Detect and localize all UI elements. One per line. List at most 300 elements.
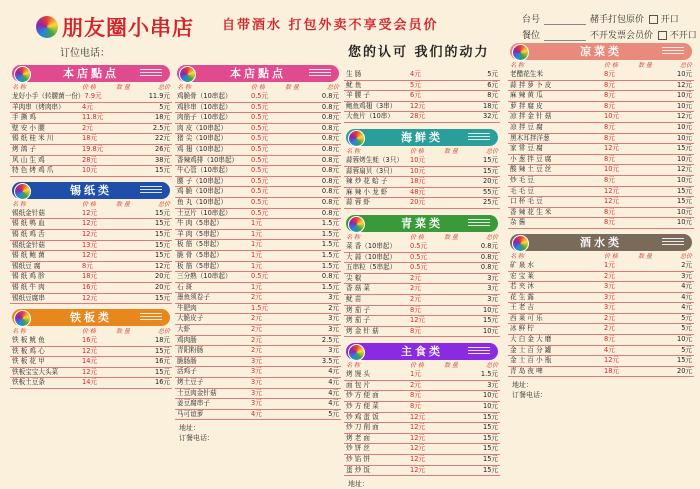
menu-item-row[interactable] xyxy=(10,294,172,305)
item-quantity-blank[interactable] xyxy=(444,466,474,476)
item-quantity-blank[interactable] xyxy=(116,219,146,229)
menu-item-row[interactable] xyxy=(175,336,341,347)
menu-item-row[interactable] xyxy=(10,166,172,177)
item-quantity-blank[interactable] xyxy=(285,156,315,166)
menu-item-row[interactable] xyxy=(344,274,500,285)
item-member-price: 8元 xyxy=(410,326,421,335)
item-member-price: 1元 xyxy=(251,250,262,259)
item-member-price: 0.5元 xyxy=(251,176,269,185)
item-name: 烤 茄 子 xyxy=(346,305,370,314)
menu-item-row[interactable] xyxy=(508,155,694,166)
item-quantity-blank[interactable] xyxy=(638,282,668,292)
heading-price: 价 格 xyxy=(82,84,96,91)
item-member-price: 2元 xyxy=(604,324,615,333)
menu-item-row[interactable] xyxy=(175,92,341,103)
menu-item-row[interactable] xyxy=(344,444,500,455)
menu-item-row[interactable] xyxy=(344,253,500,264)
item-member-price: 1元 xyxy=(251,282,262,291)
item-quantity-blank[interactable] xyxy=(444,295,474,305)
item-quantity-blank[interactable] xyxy=(285,209,315,219)
item-member-price: 0.5元 xyxy=(410,252,428,261)
menu-item-row[interactable] xyxy=(508,176,694,187)
menu-item-row[interactable] xyxy=(344,381,500,392)
item-regular-price: 16元 xyxy=(155,357,170,366)
menu-item-row[interactable] xyxy=(508,123,694,134)
item-regular-price: 3元 xyxy=(328,293,339,302)
item-quantity-blank[interactable] xyxy=(638,91,668,101)
menu-item-row[interactable] xyxy=(344,112,500,123)
item-quantity-blank[interactable] xyxy=(285,219,315,229)
menu-item-row[interactable] xyxy=(175,357,341,368)
menu-item-row[interactable] xyxy=(508,134,694,145)
item-quantity-blank[interactable] xyxy=(444,381,474,391)
item-quantity-blank[interactable] xyxy=(638,293,668,303)
menu-item-row[interactable] xyxy=(344,434,500,445)
menu-item-row[interactable] xyxy=(175,240,341,251)
item-quantity-blank[interactable] xyxy=(116,166,146,176)
item-name: 炒 刀 削 面 xyxy=(346,423,379,432)
item-quantity-blank[interactable] xyxy=(285,272,315,282)
menu-item-row[interactable] xyxy=(508,144,694,155)
item-quantity-blank[interactable] xyxy=(444,284,474,294)
item-regular-price: 15元 xyxy=(155,346,170,355)
item-quantity-blank[interactable] xyxy=(285,399,315,409)
slogan-no-discount: 自带酒水 打包外卖不享受会员价 xyxy=(222,18,439,33)
heading-name: 名 称 xyxy=(510,62,524,69)
menu-item-row[interactable] xyxy=(344,91,500,102)
item-quantity-blank[interactable] xyxy=(444,391,474,401)
item-regular-price: 15元 xyxy=(483,455,498,464)
item-regular-price: 1.5元 xyxy=(321,250,339,259)
item-quantity-blank[interactable] xyxy=(116,294,146,304)
menu-item-row[interactable] xyxy=(344,70,500,81)
stripes-decoration-icon xyxy=(140,186,162,195)
heading-amount: 总价 xyxy=(157,328,170,336)
item-quantity-blank[interactable] xyxy=(444,274,474,284)
item-quantity-blank[interactable] xyxy=(285,367,315,377)
item-regular-price: 12元 xyxy=(677,165,692,174)
item-member-price: 8元 xyxy=(604,91,615,100)
menu-item-row[interactable] xyxy=(175,314,341,325)
menu-item-row[interactable] xyxy=(175,389,341,400)
menu-item-row[interactable] xyxy=(175,230,341,241)
heading-amount: 总价 xyxy=(157,200,170,208)
item-quantity-blank[interactable] xyxy=(444,327,474,337)
item-quantity-blank[interactable] xyxy=(638,81,668,91)
item-regular-price: 4元 xyxy=(681,282,692,291)
item-quantity-blank[interactable] xyxy=(116,378,146,388)
item-name: 大脆皮子 xyxy=(177,314,204,323)
item-quantity-blank[interactable] xyxy=(444,198,474,208)
item-member-price: 12元 xyxy=(82,367,97,376)
heading-price: 价 格 xyxy=(604,62,618,69)
item-quantity-blank[interactable] xyxy=(116,124,146,134)
item-quantity-blank[interactable] xyxy=(285,134,315,144)
item-quantity-blank[interactable] xyxy=(444,188,474,198)
item-regular-price: 3元 xyxy=(328,314,339,323)
slogan-motivation: 您的认可 我们的动力 xyxy=(348,45,490,60)
item-name: 牛心管（10串起） xyxy=(177,166,232,175)
section-header xyxy=(510,234,692,251)
menu-item-row[interactable] xyxy=(175,134,341,145)
menu-item-row[interactable] xyxy=(175,325,341,336)
item-member-price: 5元 xyxy=(410,80,421,89)
item-regular-price: 2.5元 xyxy=(321,335,339,344)
item-quantity-blank[interactable] xyxy=(638,367,668,377)
item-name: 鸡 脆（10串起） xyxy=(177,187,228,196)
menu-item-row[interactable] xyxy=(344,167,500,178)
item-quantity-blank[interactable] xyxy=(638,70,668,80)
item-member-price: 2元 xyxy=(410,294,421,303)
item-name: 特 色 烤 鸡 爪 xyxy=(12,166,54,175)
menu-item-row[interactable] xyxy=(175,410,341,421)
item-quantity-blank[interactable] xyxy=(285,177,315,187)
menu-item-row[interactable] xyxy=(175,251,341,262)
item-quantity-blank[interactable] xyxy=(638,112,668,122)
menu-item-row[interactable] xyxy=(508,367,694,378)
menu-item-row[interactable] xyxy=(508,70,694,81)
item-quantity-blank[interactable] xyxy=(116,230,146,240)
item-quantity-blank[interactable] xyxy=(285,314,315,324)
item-quantity-blank[interactable] xyxy=(444,102,474,112)
item-name: 土豆片（10串起） xyxy=(177,208,232,217)
menu-item-row[interactable] xyxy=(344,455,500,466)
item-quantity-blank[interactable] xyxy=(444,402,474,412)
item-quantity-blank[interactable] xyxy=(444,413,474,423)
menu-item-row[interactable] xyxy=(344,156,500,167)
item-regular-price: 0.8元 xyxy=(321,144,339,153)
item-quantity-blank[interactable] xyxy=(118,92,147,102)
item-quantity-blank[interactable] xyxy=(444,455,474,465)
menu-item-row[interactable] xyxy=(10,219,172,230)
menu-item-row[interactable] xyxy=(175,103,341,114)
menu-item-row[interactable] xyxy=(344,327,500,338)
stripes-decoration-icon xyxy=(140,69,162,78)
menu-item-row[interactable] xyxy=(10,241,172,252)
menu-item-row[interactable] xyxy=(175,113,341,124)
item-quantity-blank[interactable] xyxy=(285,124,315,134)
item-quantity-blank[interactable] xyxy=(444,316,474,326)
item-name: 羊 肉（5串起） xyxy=(177,229,223,238)
item-name: 酸 辣 土 豆 丝 xyxy=(510,165,552,174)
menu-item-row[interactable] xyxy=(508,293,694,304)
item-quantity-blank[interactable] xyxy=(638,134,668,144)
item-quantity-blank[interactable] xyxy=(638,165,668,175)
menu-item-row[interactable] xyxy=(10,347,172,358)
item-quantity-blank[interactable] xyxy=(285,240,315,250)
item-quantity-blank[interactable] xyxy=(116,336,146,346)
item-regular-price: 4元 xyxy=(681,303,692,312)
menu-item-row[interactable] xyxy=(175,187,341,198)
menu-item-row[interactable] xyxy=(344,370,500,381)
heading-qty: 数 量 xyxy=(116,328,130,336)
menu-item-row[interactable] xyxy=(10,251,172,262)
item-name: 生 肠 xyxy=(346,70,362,78)
item-regular-price: 10元 xyxy=(677,335,692,344)
menu-item-row[interactable] xyxy=(508,91,694,102)
menu-item-row[interactable] xyxy=(344,423,500,434)
item-member-price: 12元 xyxy=(82,293,97,302)
menu-item-row[interactable] xyxy=(10,113,172,124)
item-quantity-blank[interactable] xyxy=(638,208,668,218)
heading-name: 名 称 xyxy=(12,84,26,91)
item-member-price: 0.5元 xyxy=(251,123,269,132)
menu-item-row[interactable] xyxy=(175,346,341,357)
item-quantity-blank[interactable] xyxy=(116,272,146,282)
menu-item-row[interactable] xyxy=(344,466,500,477)
menu-item-row[interactable] xyxy=(10,124,172,135)
menu-item-row[interactable] xyxy=(344,316,500,327)
menu-item-row[interactable] xyxy=(508,346,694,357)
item-regular-price: 0.8元 xyxy=(321,155,339,164)
menu-item-row[interactable] xyxy=(508,81,694,92)
item-quantity-blank[interactable] xyxy=(638,197,668,207)
item-regular-price: 10元 xyxy=(677,207,692,216)
menu-item-row[interactable] xyxy=(508,303,694,314)
menu-item-row[interactable] xyxy=(344,102,500,113)
menu-item-row[interactable] xyxy=(508,208,694,219)
item-quantity-blank[interactable] xyxy=(638,356,668,366)
item-quantity-blank[interactable] xyxy=(638,102,668,112)
item-quantity-blank[interactable] xyxy=(444,81,474,91)
item-quantity-blank[interactable] xyxy=(285,230,315,240)
item-quantity-blank[interactable] xyxy=(638,144,668,154)
item-quantity-blank[interactable] xyxy=(285,283,315,293)
item-member-price: 2元 xyxy=(410,284,421,293)
item-quantity-blank[interactable] xyxy=(638,303,668,313)
item-quantity-blank[interactable] xyxy=(285,357,315,367)
menu-item-row[interactable] xyxy=(344,295,500,306)
menu-item-row[interactable] xyxy=(508,335,694,346)
item-quantity-blank[interactable] xyxy=(444,263,474,273)
menu-item-row[interactable] xyxy=(508,197,694,208)
item-quantity-blank[interactable] xyxy=(444,177,474,187)
item-quantity-blank[interactable] xyxy=(444,306,474,316)
item-name: 凉 拌 金 针 菇 xyxy=(510,112,552,121)
menu-item-row[interactable] xyxy=(508,282,694,293)
item-quantity-blank[interactable] xyxy=(444,167,474,177)
item-quantity-blank[interactable] xyxy=(285,145,315,155)
item-quantity-blank[interactable] xyxy=(285,293,315,303)
menu-item-row[interactable] xyxy=(344,306,500,317)
item-name: 石 斑 xyxy=(177,282,193,291)
item-quantity-blank[interactable] xyxy=(116,368,146,378)
section-title: 青菜类 xyxy=(401,216,443,230)
menu-item-row[interactable] xyxy=(10,145,172,156)
item-quantity-blank[interactable] xyxy=(116,209,146,219)
menu-item-row[interactable] xyxy=(10,262,172,273)
item-quantity-blank[interactable] xyxy=(116,283,146,293)
item-quantity-blank[interactable] xyxy=(638,176,668,186)
item-quantity-blank[interactable] xyxy=(638,123,668,133)
menu-item-row[interactable] xyxy=(344,81,500,92)
stripes-decoration-icon xyxy=(140,313,162,322)
item-quantity-blank[interactable] xyxy=(444,370,474,380)
item-regular-price: 10元 xyxy=(677,154,692,163)
item-name: 若 夹 沐 xyxy=(510,282,534,291)
item-quantity-blank[interactable] xyxy=(285,325,315,335)
menu-item-row[interactable] xyxy=(175,166,341,177)
item-name: 杂 酱 xyxy=(510,218,526,227)
menu-item-row[interactable] xyxy=(508,261,694,272)
menu-item-row[interactable] xyxy=(344,413,500,424)
item-quantity-blank[interactable] xyxy=(444,91,474,101)
item-quantity-blank[interactable] xyxy=(444,444,474,454)
item-name: 蒜蓉烤生蚝（3只） xyxy=(346,155,403,164)
item-quantity-blank[interactable] xyxy=(285,346,315,356)
menu-item-row[interactable] xyxy=(175,293,341,304)
menu-item-row[interactable] xyxy=(10,156,172,167)
item-regular-price: 6元 xyxy=(487,80,498,89)
menu-item-row[interactable] xyxy=(508,165,694,176)
item-quantity-blank[interactable] xyxy=(285,262,315,272)
item-member-price: 4元 xyxy=(82,102,93,111)
item-name: 麻 辣 黄 瓜 xyxy=(510,91,543,100)
checkbox-icon[interactable] xyxy=(649,15,658,24)
menu-item-row[interactable] xyxy=(508,218,694,229)
menu-item-row[interactable] xyxy=(344,198,500,209)
menu-item-row[interactable] xyxy=(175,124,341,135)
item-quantity-blank[interactable] xyxy=(285,378,315,388)
menu-item-row[interactable] xyxy=(175,399,341,410)
item-quantity-blank[interactable] xyxy=(285,166,315,176)
item-quantity-blank[interactable] xyxy=(116,262,146,272)
column-headings xyxy=(175,84,341,92)
menu-item-row[interactable] xyxy=(508,314,694,325)
column-headings xyxy=(344,234,500,242)
menu-item-row[interactable] xyxy=(508,187,694,198)
item-member-price: 3元 xyxy=(604,282,615,291)
heading-qty: 数 量 xyxy=(116,84,130,91)
menu-item-row[interactable] xyxy=(344,188,500,199)
menu-item-row[interactable] xyxy=(175,262,341,273)
item-quantity-blank[interactable] xyxy=(116,156,146,166)
item-quantity-blank[interactable] xyxy=(285,113,315,123)
item-member-price: 18元 xyxy=(604,366,619,375)
menu-item-row[interactable] xyxy=(10,230,172,241)
item-quantity-blank[interactable] xyxy=(638,314,668,324)
menu-item-row[interactable] xyxy=(175,198,341,209)
menu-item-row[interactable] xyxy=(508,272,694,283)
item-quantity-blank[interactable] xyxy=(116,113,146,123)
item-quantity-blank[interactable] xyxy=(638,335,668,345)
menu-item-row[interactable] xyxy=(508,356,694,367)
item-quantity-blank[interactable] xyxy=(116,103,146,113)
table-number-field: 台号 赭手打包原价 开口 xyxy=(522,15,679,25)
item-name: 板 筋（5串起） xyxy=(177,240,223,249)
item-quantity-blank[interactable] xyxy=(444,112,474,122)
item-quantity-blank[interactable] xyxy=(116,134,146,144)
menu-item-row[interactable] xyxy=(508,112,694,123)
item-quantity-blank[interactable] xyxy=(116,241,146,251)
item-name: 西 莱 可 乐 xyxy=(510,313,543,322)
item-quantity-blank[interactable] xyxy=(638,187,668,197)
item-name: 凉 拌 豆 腐 xyxy=(510,122,543,131)
menu-item-row[interactable] xyxy=(508,324,694,335)
item-quantity-blank[interactable] xyxy=(285,304,315,314)
menu-item-row[interactable] xyxy=(175,209,341,220)
menu-item-row[interactable] xyxy=(175,177,341,188)
item-quantity-blank[interactable] xyxy=(116,357,146,367)
menu-item-row[interactable] xyxy=(344,177,500,188)
item-quantity-blank[interactable] xyxy=(116,251,146,261)
menu-item-row[interactable] xyxy=(344,263,500,274)
item-quantity-blank[interactable] xyxy=(285,410,315,420)
item-quantity-blank[interactable] xyxy=(285,251,315,261)
item-name: 龙好小手（转腰菌一份） xyxy=(12,92,85,100)
item-quantity-blank[interactable] xyxy=(285,336,315,346)
menu-item-row[interactable] xyxy=(344,391,500,402)
item-quantity-blank[interactable] xyxy=(116,347,146,357)
item-member-price: 2元 xyxy=(251,293,262,302)
menu-item-row[interactable] xyxy=(10,209,172,220)
menu-item-row[interactable] xyxy=(175,219,341,230)
item-quantity-blank[interactable] xyxy=(638,324,668,334)
section-header xyxy=(177,65,339,82)
menu-item-row[interactable] xyxy=(10,336,172,347)
menu-item-row[interactable] xyxy=(175,145,341,156)
item-member-price: 20元 xyxy=(410,198,425,207)
item-quantity-blank[interactable] xyxy=(444,423,474,433)
item-quantity-blank[interactable] xyxy=(638,272,668,282)
item-name: 鸡脆骨（10串起） xyxy=(177,92,232,100)
menu-item-row[interactable] xyxy=(10,368,172,379)
menu-item-row[interactable] xyxy=(344,242,500,253)
item-quantity-blank[interactable] xyxy=(285,198,315,208)
menu-item-row[interactable] xyxy=(10,378,172,389)
item-quantity-blank[interactable] xyxy=(444,242,474,252)
menu-item-row[interactable] xyxy=(10,283,172,294)
menu-item-row[interactable] xyxy=(508,102,694,113)
item-quantity-blank[interactable] xyxy=(444,253,474,263)
menu-item-row[interactable] xyxy=(344,402,500,413)
menu-item-row[interactable] xyxy=(10,134,172,145)
menu-item-row[interactable] xyxy=(10,92,172,103)
menu-item-row[interactable] xyxy=(175,156,341,167)
item-name: 烤 老 面 xyxy=(346,433,370,442)
item-quantity-blank[interactable] xyxy=(444,156,474,166)
menu-item-row[interactable] xyxy=(10,357,172,368)
item-quantity-blank[interactable] xyxy=(285,92,315,102)
item-name: 肉 皮（10串起） xyxy=(177,123,228,132)
item-name: 锡 纸 鲍 菌 xyxy=(12,251,45,260)
menu-column-4 xyxy=(508,38,694,400)
item-quantity-blank[interactable] xyxy=(285,187,315,197)
item-quantity-blank[interactable] xyxy=(116,145,146,155)
item-quantity-blank[interactable] xyxy=(285,389,315,399)
item-quantity-blank[interactable] xyxy=(638,155,668,165)
menu-item-row[interactable] xyxy=(175,304,341,315)
menu-item-row[interactable] xyxy=(175,367,341,378)
item-quantity-blank[interactable] xyxy=(638,218,668,228)
item-quantity-blank[interactable] xyxy=(638,346,668,356)
item-quantity-blank[interactable] xyxy=(285,103,315,113)
menu-item-row[interactable] xyxy=(10,272,172,283)
item-quantity-blank[interactable] xyxy=(638,261,668,271)
menu-item-row[interactable] xyxy=(344,284,500,295)
heading-price: 价 格 xyxy=(82,200,96,208)
item-quantity-blank[interactable] xyxy=(444,70,474,80)
heading-price: 价 格 xyxy=(251,84,265,91)
menu-item-row[interactable] xyxy=(175,272,341,283)
menu-item-row[interactable] xyxy=(175,283,341,294)
item-quantity-blank[interactable] xyxy=(444,434,474,444)
menu-item-row[interactable] xyxy=(10,103,172,114)
section-title: 本店點点 xyxy=(230,67,286,80)
menu-item-row[interactable] xyxy=(175,378,341,389)
item-name: 鱿 鱼 xyxy=(346,80,362,89)
item-member-price: 8元 xyxy=(604,80,615,89)
